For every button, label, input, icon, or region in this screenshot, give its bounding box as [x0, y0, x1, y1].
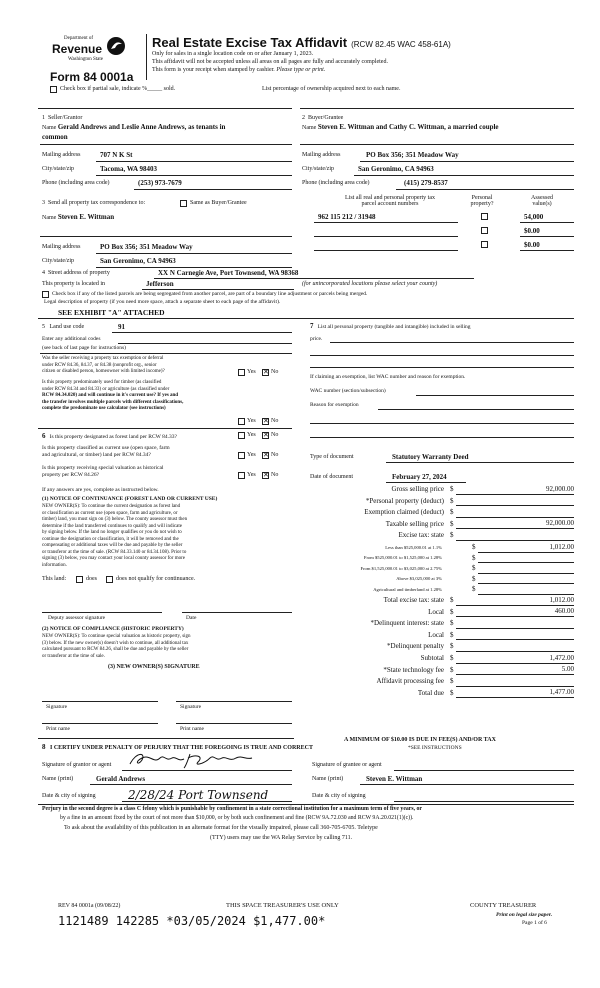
- does-checkbox[interactable]: [76, 576, 83, 583]
- form-number: Form 84 0001a: [50, 70, 134, 84]
- no-label: No: [271, 418, 279, 424]
- ownership-note: List percentage of ownership acquired next to each name.: [262, 86, 401, 92]
- notice1-body: NEW OWNER(S): To continue the current designation as forest land or classification as current use (open space, farm and agriculture, or timber) land, you must sign on (3) below. The county assessor must then determine if the land transferred continues to qualify and will indicate by signing below. If the land no longer qualifies or you do not wish to continue the designation or classification, it will be removed and the compensating or additional taxes will be due and payable by the seller or transferor at the time of sale. (RCW 84.33.140 or 84.34.108). Prior to signing (3) below, you may contact your local county assessor for more information.: [42, 504, 188, 568]
- no-label: No: [271, 369, 279, 375]
- currency-symbol: $: [472, 574, 476, 583]
- owner2-signature-label: Signature: [180, 704, 202, 710]
- property-address[interactable]: XX N Carnegie Ave, Port Townsend, WA 98368: [158, 269, 299, 277]
- notice2-body: NEW OWNER(S): To continue special valuation as historic property, sign (3) below. If the new owner(s) doesn't wish to continue, all additional tax calculated pursuant to RCW 84.26, shall be due and payable by the seller or transferor at the time of sale.: [42, 634, 191, 659]
- does-not-label: does not qualify for continuance.: [116, 576, 196, 582]
- seller-mailing-label: Mailing address: [42, 152, 81, 158]
- additional-codes-label: Enter any additional codes: [42, 336, 101, 342]
- currency-symbol: $: [450, 688, 454, 697]
- q-timber: Is this property predominately used for timber (as classified under RCW 84.34 and 84.33) or agriculture (as classified under RCW 84.34.020) and will continue in it's current use? If yes and the transfer involves multiple parcels with different classifications, complete the predominate use calculator (see instructions): [42, 380, 184, 411]
- currency-symbol: $: [450, 531, 454, 540]
- currency-symbol: $: [450, 496, 454, 505]
- currency-symbol: $: [472, 543, 476, 551]
- q-current-use: Is this property classified as current use (open space, farm and agricultural, or timber) land per RCW 84.34?: [42, 445, 170, 458]
- owner2-print-name-label: Print name: [180, 726, 204, 732]
- county-treasurer-label: COUNTY TREASURER: [470, 902, 537, 909]
- q-forest: 6 Is this property designated as forest land per RCW 84.33?: [42, 432, 177, 440]
- currency-symbol: $: [450, 665, 454, 674]
- currency-symbol: $: [450, 519, 454, 528]
- this-land-label: This land:: [42, 576, 67, 582]
- yes-label: Yes: [247, 369, 256, 375]
- currency-symbol: $: [450, 485, 454, 493]
- tax-line-value[interactable]: 1,012.00: [549, 595, 574, 604]
- buyer-heading: 2 Buyer/Grantee: [302, 115, 344, 121]
- tax-line-label: From $525,000.01 to $1,525,000 at 1.28%: [363, 555, 442, 561]
- no-label: No: [271, 432, 279, 438]
- wa-logo-icon: [106, 36, 126, 56]
- no-label: No: [271, 472, 279, 478]
- owner1-signature-label: Signature: [46, 704, 68, 710]
- see-back-label: (see back of last page for instructions): [42, 345, 126, 351]
- section3-mailing-value[interactable]: PO Box 356; 351 Meadow Way: [100, 243, 193, 251]
- buyer-mailing-label: Mailing address: [302, 152, 341, 158]
- buyer-city-label: City/state/zip: [302, 166, 334, 172]
- currency-symbol: $: [450, 508, 454, 517]
- parcels-col1: List all real and personal property tax parcel account numbers: [345, 195, 435, 207]
- buyer-city-value[interactable]: San Geronimo, CA 94963: [358, 165, 434, 173]
- certify-statement: 8 I CERTIFY UNDER PENALTY OF PERJURY THAT THE FOREGOING IS TRUE AND CORRECT: [42, 743, 313, 751]
- unincorporated-note: (for unincorporated locations please select your county): [302, 281, 438, 287]
- section3-label: 3 Send all property tax correspondence to:: [42, 200, 146, 206]
- yes-label: Yes: [247, 418, 256, 424]
- personal-property-checkbox[interactable]: [481, 213, 488, 220]
- seller-city-value[interactable]: Tacoma, WA 98403: [100, 165, 157, 173]
- q-exemption-no[interactable]: ✕: [263, 368, 269, 376]
- buyer-phone-value[interactable]: (415) 279-8537: [404, 179, 448, 187]
- legal-paper-note: Print on legal size paper.: [496, 912, 553, 918]
- yes-label: Yes: [247, 432, 256, 438]
- buyer-name-row: Name Steven E. Wittman and Cathy C. Wittman, a married couple: [302, 123, 499, 131]
- currency-symbol: $: [450, 654, 454, 662]
- q-timber-yes[interactable]: [238, 418, 245, 425]
- segregated-label: Check box if any of the listed parcels are being segregated from another parcel, are part of a boundary line adjustment or parcels being merged.: [52, 291, 368, 297]
- seller-phone-value[interactable]: (253) 973-7679: [138, 179, 182, 187]
- tax-line-label: Exemption claimed (deduct): [364, 508, 444, 517]
- assessed-value[interactable]: $0.00: [524, 241, 540, 249]
- wac-label: WAC number (section/subsection): [310, 388, 386, 394]
- currency-symbol: $: [472, 585, 476, 594]
- q-current-use-no[interactable]: ✕: [263, 451, 269, 459]
- deputy-signature-label: Deputy assessor signature: [48, 615, 106, 621]
- currency-symbol: $: [472, 564, 476, 573]
- tax-line-label: Subtotal: [420, 654, 444, 662]
- q-forest-yes[interactable]: [238, 432, 245, 439]
- section3-city-value[interactable]: San Geronimo, CA 94963: [100, 257, 176, 265]
- dept-line1: Department of: [64, 36, 94, 41]
- tax-line-value[interactable]: 1,477.00: [549, 688, 574, 697]
- currency-symbol: $: [472, 553, 476, 562]
- q-exemption-yes[interactable]: [238, 369, 245, 376]
- deputy-date-label: Date: [186, 615, 197, 621]
- seller-phone-label: Phone (including area code): [42, 180, 110, 186]
- grantor-date-city-label: Date & city of signing: [42, 793, 96, 799]
- tax-line-value[interactable]: 5.00: [561, 665, 574, 674]
- currency-symbol: $: [450, 677, 454, 686]
- tax-line-value[interactable]: 1,472.00: [549, 653, 574, 662]
- owner1-print-name-label: Print name: [46, 726, 70, 732]
- reason-label: Reason for exemption: [310, 402, 359, 408]
- same-as-buyer-checkbox[interactable]: [180, 200, 187, 207]
- land-use-label: 5 Land use code: [42, 324, 85, 330]
- section7-label2: price.: [310, 336, 323, 342]
- tax-line-label: Above $3,025,000 at 3%: [396, 576, 442, 582]
- tax-line-label: Excise tax: state: [398, 531, 444, 540]
- yes-label: Yes: [247, 452, 256, 458]
- min-tax-note: A MINIMUM OF $10.00 IS DUE IN FEE(S) AND/OR TAX: [344, 737, 496, 743]
- buyer-mailing-value[interactable]: PO Box 356; 351 Meadow Way: [366, 151, 459, 159]
- if-yes-note: If any answers are yes, complete as instructed below.: [42, 487, 159, 493]
- q-historic: Is this property receiving special valuation as historical property per RCW 84.26?: [42, 465, 164, 478]
- tax-line-label: From $1,525,000.01 to $3,025,000 at 2.75%: [360, 565, 442, 571]
- tax-line-value[interactable]: 460.00: [554, 607, 574, 616]
- assessed-value[interactable]: 54,000: [524, 213, 544, 221]
- notice2-title: (2) NOTICE OF COMPLIANCE (HISTORIC PROPERTY): [42, 626, 184, 632]
- tax-line-label: *Delinquent penalty: [387, 642, 444, 651]
- seller-name-row: Name Gerald Andrews and Leslie Anne Andrews, as tenants in: [42, 123, 226, 131]
- grantor-signature-label: Signature of grantor or agent: [42, 762, 112, 768]
- parcels-col3: Assessed value(s): [531, 195, 553, 207]
- tax-line-value[interactable]: 92,000.00: [546, 484, 574, 493]
- new-owner-signature-heading: (3) NEW OWNER(S) SIGNATURE: [108, 664, 200, 670]
- q-current-use-yes[interactable]: [238, 452, 245, 459]
- alt-format-line1: To ask about the availability of this publication in an alternate format for the visually impaired, please call 360-705-6705. Teletype: [64, 825, 378, 831]
- personal-property-checkbox[interactable]: [481, 227, 488, 234]
- does-not-checkbox[interactable]: [106, 576, 113, 583]
- tax-line-label: Total due: [417, 688, 444, 697]
- grantor-signature[interactable]: [126, 750, 286, 770]
- grantor-name-value[interactable]: Gerald Andrews: [96, 775, 146, 783]
- section7-label: 7 List all personal property (tangible and intangible) included in selling: [310, 322, 471, 330]
- treasurer-use-label: THIS SPACE TREASURER'S USE ONLY: [226, 902, 339, 909]
- grantor-name-label: Name (print): [42, 776, 74, 782]
- rev-number: REV 84 0001a (09/08/22): [58, 903, 121, 909]
- currency-symbol: $: [450, 642, 454, 651]
- header-note1: Only for sales in a single location code on or after January 1, 2023.: [152, 51, 314, 57]
- q-historic-yes[interactable]: [238, 472, 245, 479]
- tax-line-label: Taxable selling price: [385, 519, 444, 528]
- perjury-line2: by a fine in an amount fixed by the court of not more than $10,000, or by both such confinement and fine (RCW 9A.72.030 and RCW 9A.20.021(1)(c)).: [60, 815, 414, 821]
- exhibit-note: SEE EXHIBIT "A" ATTACHED: [58, 308, 165, 317]
- see-instructions: *SEE INSTRUCTIONS: [408, 745, 462, 751]
- located-label: This property is located in: [42, 281, 105, 287]
- no-label: No: [271, 452, 279, 458]
- legal-desc-label: Legal description of property (if you need more space, attach a separate sheet to each page of the affidavit).: [44, 299, 281, 305]
- does-label: does: [86, 576, 97, 582]
- tax-line-label: Local: [428, 607, 444, 616]
- tax-line-value[interactable]: 1,012.00: [549, 542, 574, 551]
- grantee-signature-label: Signature of grantee or agent: [312, 762, 382, 768]
- doc-type-label: Type of document: [310, 454, 354, 460]
- currency-symbol: $: [450, 619, 454, 628]
- assessed-value[interactable]: $0.00: [524, 227, 540, 235]
- partial-sale-checkbox[interactable]: [50, 86, 57, 93]
- doc-date-label: Date of document: [310, 474, 353, 480]
- header-note2: This affidavit will not be accepted unless all areas on all pages are fully and accurately completed.: [152, 59, 388, 65]
- tax-line-label: Gross selling price: [391, 485, 444, 493]
- parcel-number[interactable]: 962 115 212 / 31948: [318, 213, 376, 221]
- tax-line-label: *Personal property (deduct): [365, 496, 444, 505]
- q-exemption: Was the seller receiving a property tax exemption or deferral under RCW 84.36, 84.37, or 84.38 (nonprofit org., senior citizen or disabled person, homeowner with limited income)?: [42, 356, 165, 374]
- page-number: Page 1 of 6: [522, 920, 547, 926]
- tax-line-value[interactable]: 92,000.00: [546, 519, 574, 528]
- tax-line-label: *State technology fee: [383, 665, 444, 674]
- exemption-label: If claiming an exemption, list WAC number and reason for exemption.: [310, 374, 466, 380]
- tax-line-label: Local: [428, 630, 444, 639]
- currency-symbol: $: [450, 607, 454, 616]
- same-as-buyer-label: Same as Buyer/Grantee: [190, 200, 247, 206]
- section3-mailing-label: Mailing address: [42, 244, 81, 250]
- q-historic-no[interactable]: ✕: [263, 471, 269, 479]
- tax-line-label: Affidavit processing fee: [376, 677, 444, 686]
- dept-line3: Washington State: [68, 57, 104, 62]
- segregated-checkbox[interactable]: [42, 291, 49, 298]
- tax-line-label: Less than $525,000.01 at 1.1%: [385, 544, 442, 550]
- tax-line-label: Total excise tax: state: [383, 596, 444, 604]
- dor-logo: [50, 36, 130, 68]
- section3-name-value: Steven E. Wittman: [57, 213, 115, 221]
- seller-name-value: Gerald Andrews and Leslie Anne Andrews, as tenants in: [57, 123, 226, 131]
- header-note3: This form is your receipt when stamped by cashier. Please type or print.: [152, 67, 326, 73]
- buyer-name-value: Steven E. Wittman and Cathy C. Wittman, a married couple: [317, 123, 499, 131]
- grantee-name-value[interactable]: Steven E. Wittman: [366, 775, 423, 783]
- land-use-value[interactable]: 91: [118, 323, 125, 331]
- seller-name-value2: common: [42, 133, 68, 141]
- seller-mailing-value[interactable]: 707 N K St: [100, 151, 133, 159]
- alt-format-line2: (TTY) users may use the WA Relay Service by calling 711.: [210, 835, 353, 841]
- dept-line2: Revenue: [52, 42, 103, 56]
- section3-name-row: Name Steven E. Wittman: [42, 213, 115, 221]
- notice1-title: (1) NOTICE OF CONTINUANCE (FOREST LAND OR CURRENT USE): [42, 496, 218, 502]
- section3-city-label: City/state/zip: [42, 258, 74, 264]
- tax-line-label: Agricultural and timberland at 1.28%: [373, 586, 442, 592]
- perjury-line1: Perjury in the second degree is a class C felony which is punishable by confinement in a state correctional institution for a maximum term of five years, or: [42, 806, 422, 812]
- doc-date-value[interactable]: February 27, 2024: [392, 473, 447, 481]
- grantee-name-label: Name (print): [312, 776, 344, 782]
- q-timber-no[interactable]: ✕: [263, 417, 269, 425]
- q-forest-no[interactable]: ✕: [263, 431, 269, 439]
- seller-heading: 1 Seller/Grantor: [42, 115, 83, 121]
- seller-city-label: City/state/zip: [42, 166, 74, 172]
- county-value[interactable]: Jefferson: [146, 280, 174, 288]
- buyer-phone-label: Phone (including area code): [302, 180, 370, 186]
- partial-sale-label: Check box if partial sale, indicate %_____ sold.: [60, 86, 176, 92]
- parcels-col2: Personal property?: [470, 195, 494, 207]
- doc-type-value[interactable]: Statutory Warranty Deed: [392, 453, 469, 461]
- section4-label: 4 Street address of property: [42, 270, 110, 276]
- grantee-date-city-label: Date & city of signing: [312, 793, 366, 799]
- currency-symbol: $: [450, 596, 454, 604]
- form-title: Real Estate Excise Tax Affidavit (RCW 82.45 WAC 458-61A): [152, 35, 451, 50]
- personal-property-checkbox[interactable]: [481, 241, 488, 248]
- treasurer-stamp: 1121489 142285 *03/05/2024 $1,477.00*: [58, 914, 326, 928]
- tax-line-label: *Delinquent interest: state: [370, 619, 444, 628]
- grantor-date-city-value[interactable]: 2/28/24 Port Townsend: [128, 788, 269, 802]
- currency-symbol: $: [450, 630, 454, 639]
- yes-label: Yes: [247, 472, 256, 478]
